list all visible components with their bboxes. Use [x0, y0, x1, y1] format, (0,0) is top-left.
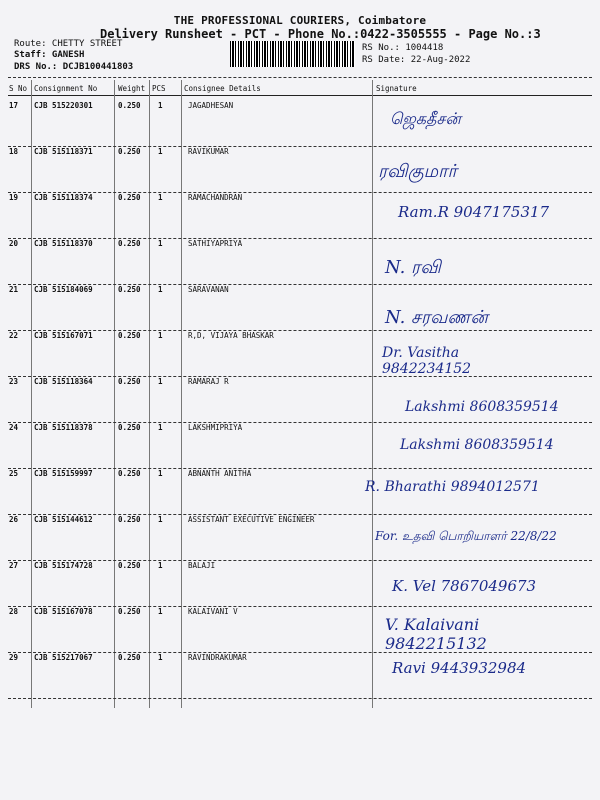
- row-sno: 20: [9, 239, 19, 248]
- row-consignee: KALAIVANI V: [188, 607, 238, 616]
- row-consignee: R,D, VIJAYA BHASKAR: [188, 331, 274, 340]
- row-sno: 27: [9, 561, 19, 570]
- row-consignment: CJB 515159997: [34, 469, 93, 478]
- row-pcs: 1: [158, 423, 163, 432]
- col-consignment-header: Consignment No: [34, 84, 98, 93]
- row-pcs: 1: [158, 331, 163, 340]
- row-signature: Lakshmi 8608359514: [400, 437, 554, 453]
- company-title: THE PROFESSIONAL COURIERS, Coimbatore: [173, 14, 427, 27]
- row-signature: For. உதவி பொறியாளர் 22/8/22: [375, 529, 557, 543]
- row-consignment: CJB 515118378: [34, 423, 93, 432]
- row-weight: 0.250: [118, 285, 141, 294]
- row-pcs: 1: [158, 377, 163, 386]
- runsheet-subtitle: Delivery Runsheet - PCT - Phone No.:0422-3505555 - Page No.:3: [100, 27, 541, 41]
- row-signature: ஜெகதீசன்: [390, 109, 461, 128]
- row-consignment: CJB 515118370: [34, 239, 93, 248]
- row-sno: 19: [9, 193, 19, 202]
- row-consignee: LAKSHMIPRIYA: [188, 423, 243, 432]
- row-consignee: JAGADHESAN: [188, 101, 234, 110]
- row-consignment: CJB 515184069: [34, 285, 93, 294]
- row-sno: 18: [9, 147, 19, 156]
- col-sno-header: S No: [9, 84, 28, 93]
- header-divider: [8, 77, 592, 78]
- row-weight: 0.250: [118, 331, 141, 340]
- row-consignment: CJB 515217067: [34, 653, 93, 662]
- row-pcs: 1: [158, 101, 163, 110]
- row-sno: 26: [9, 515, 19, 524]
- row-weight: 0.250: [118, 607, 141, 616]
- row-sno: 23: [9, 377, 19, 386]
- row-consignment: CJB 515220301: [34, 101, 93, 110]
- row-consignment: CJB 515167071: [34, 331, 93, 340]
- barcode-image: [230, 41, 355, 67]
- row-pcs: 1: [158, 285, 163, 294]
- column-header-divider: [8, 95, 592, 96]
- col-pcs-header: PCS: [152, 84, 166, 93]
- row-consignment: CJB 515118374: [34, 193, 93, 202]
- col-weight-header: Weight: [118, 84, 146, 93]
- staff-label: Staff: GANESH: [14, 50, 85, 60]
- row-signature: Dr. Vasitha 9842234152: [382, 345, 472, 377]
- col-consignee-header: Consignee Details: [184, 84, 261, 93]
- row-consignment: CJB 515174728: [34, 561, 93, 570]
- table-row: [0, 147, 600, 193]
- rs-date: RS Date: 22-Aug-2022: [362, 55, 471, 65]
- drs-number: DRS No.: DCJB100441803: [14, 62, 134, 72]
- col-signature-header: Signature: [376, 84, 417, 93]
- row-signature: Lakshmi 8608359514: [405, 399, 559, 415]
- row-consignee: RAMARAJ R: [188, 377, 229, 386]
- table-row: [0, 561, 600, 607]
- row-weight: 0.250: [118, 515, 141, 524]
- row-sno: 21: [9, 285, 19, 294]
- row-consignment: CJB 515167078: [34, 607, 93, 616]
- row-weight: 0.250: [118, 423, 141, 432]
- table-row: [0, 101, 600, 147]
- row-pcs: 1: [158, 515, 163, 524]
- row-signature: Ravi 9443932984: [392, 659, 527, 677]
- row-pcs: 1: [158, 653, 163, 662]
- row-weight: 0.250: [118, 239, 141, 248]
- table-row: [0, 377, 600, 423]
- row-sno: 24: [9, 423, 19, 432]
- row-pcs: 1: [158, 607, 163, 616]
- row-divider: [8, 698, 592, 699]
- row-consignee: RAVIKUMAR: [188, 147, 229, 156]
- row-consignee: SARAVANAN: [188, 285, 229, 294]
- row-weight: 0.250: [118, 561, 141, 570]
- row-pcs: 1: [158, 147, 163, 156]
- row-weight: 0.250: [118, 377, 141, 386]
- row-consignee: BALAJI: [188, 561, 216, 570]
- table-row: [0, 331, 600, 377]
- route-label: Route: CHETTY STREET: [14, 39, 123, 49]
- row-sno: 17: [9, 101, 19, 110]
- table-row: [0, 607, 600, 653]
- row-pcs: 1: [158, 561, 163, 570]
- table-row: [0, 239, 600, 285]
- row-pcs: 1: [158, 469, 163, 478]
- row-consignee: RAMACHANDRAN: [188, 193, 243, 202]
- row-consignee: ABNANTH ANITHA: [188, 469, 252, 478]
- row-sno: 22: [9, 331, 19, 340]
- row-weight: 0.250: [118, 101, 141, 110]
- table-row: [0, 423, 600, 469]
- table-row: [0, 653, 600, 699]
- row-weight: 0.250: [118, 653, 141, 662]
- row-signature: Ram.R 9047175317: [398, 203, 550, 221]
- row-signature: ரவிகுமார்: [378, 161, 457, 182]
- row-sno: 28: [9, 607, 19, 616]
- row-consignee: RAVINDRAKUMAR: [188, 653, 247, 662]
- row-signature: V. Kalaivani 9842215132: [385, 615, 487, 653]
- row-consignee: SATHIYAPRIYA: [188, 239, 243, 248]
- table-row: [0, 285, 600, 331]
- row-signature: R. Bharathi 9894012571: [365, 479, 540, 495]
- table-row: [0, 515, 600, 561]
- rs-number: RS No.: 1004418: [362, 43, 444, 53]
- row-signature: N. சரவணன்: [385, 307, 488, 328]
- row-pcs: 1: [158, 193, 163, 202]
- row-sno: 29: [9, 653, 19, 662]
- table-row: [0, 469, 600, 515]
- row-signature: K. Vel 7867049673: [392, 577, 537, 595]
- row-signature: N. ரவி: [385, 257, 441, 278]
- row-pcs: 1: [158, 239, 163, 248]
- row-consignment: CJB 515118364: [34, 377, 93, 386]
- row-sno: 25: [9, 469, 19, 478]
- row-consignment: CJB 515118371: [34, 147, 93, 156]
- row-weight: 0.250: [118, 147, 141, 156]
- row-weight: 0.250: [118, 469, 141, 478]
- table-row: [0, 193, 600, 239]
- row-consignee: ASSISTANT EXECUTIVE ENGINEER: [188, 515, 315, 524]
- row-consignment: CJB 515144612: [34, 515, 93, 524]
- row-weight: 0.250: [118, 193, 141, 202]
